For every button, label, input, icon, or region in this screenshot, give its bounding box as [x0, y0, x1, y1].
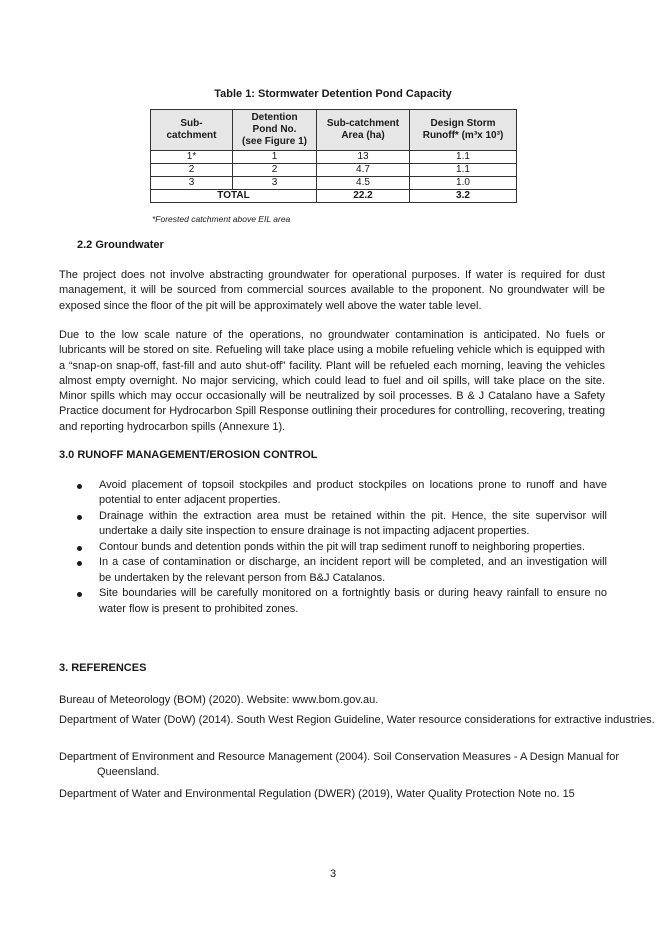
cell-area: 4.5	[317, 177, 410, 190]
list-item: In a case of contamination or discharge, an incident report will be completed, and an investigation will be undertaken by the relevant person from B&J Catalanos.	[59, 555, 607, 586]
table-row	[151, 151, 517, 164]
reference-item: Department of Environment and Resource Management (2004). Soil Conservation Measures - A Design Manual for Queensland.	[59, 751, 620, 778]
table-header-row	[151, 110, 517, 151]
bullet-icon	[77, 546, 82, 551]
cell-subcatchment: 1*	[151, 151, 233, 164]
list-item: Contour bunds and detention ponds within the pit will trap sediment runoff to neighboring properties.	[59, 540, 607, 555]
header-runoff: Design Storm Runoff* (m³x 10³)	[410, 110, 517, 151]
cell-pond: 1	[233, 151, 317, 164]
cell-runoff: 1.0	[410, 177, 517, 190]
stormwater-table	[150, 109, 517, 203]
page-number: 3	[329, 868, 337, 880]
reference-item: Bureau of Meteorology (BOM) (2020). Website: www.bom.gov.au.	[59, 694, 379, 706]
runoff-heading: 3.0 RUNOFF MANAGEMENT/EROSION CONTROL	[59, 449, 318, 461]
bullet-icon	[77, 484, 82, 489]
groundwater-paragraph-1: The project does not involve abstracting groundwater for operational purposes. If water is required for dust management, it will be sourced from commercial sources available to the proponent. No groundwater will be exposed since the floor of the pit will be approximately well above the water table level.	[59, 269, 605, 312]
cell-area: 4.7	[317, 164, 410, 177]
table-title: Table 1: Stormwater Detention Pond Capacity	[214, 88, 452, 100]
cell-runoff: 1.1	[410, 151, 517, 164]
references-heading: 3. REFERENCES	[59, 662, 147, 674]
groundwater-paragraph-2: Due to the low scale nature of the operations, no groundwater contamination is anticipated. No fuels or lubricants will be stored on site. Refueling will take place using a mobile refueling vehicle which is equipped with a “snap-on snap-off, fast-fill and auto shut-off” facility. Plant will be refueled each morning, leaving the vehicles almost empty overnight. No major servicing, which could lead to fuel and oil spills, will take place on the site. Minor spills which may occur occasionally will be neutralized by soil processes. B & J Catalano have a Safety Practice document for Hydrocarbon Spill Response outlining their procedures for controlling, recovering, treating and reporting hydrocarbon spills (Annexure 1).	[59, 329, 605, 433]
header-detention-pond: Detention Pond No. (see Figure 1)	[233, 110, 317, 151]
table-row	[151, 164, 517, 177]
total-label: TOTAL	[151, 190, 317, 203]
cell-pond: 3	[233, 177, 317, 190]
total-area: 22.2	[317, 190, 410, 203]
bullet-icon	[77, 592, 82, 597]
cell-subcatchment: 3	[151, 177, 233, 190]
cell-subcatchment: 2	[151, 164, 233, 177]
list-item: Site boundaries will be carefully monitored on a fortnightly basis or during heavy rainfall to ensure no water flow is present to prohibited zones.	[59, 586, 607, 617]
total-runoff: 3.2	[410, 190, 517, 203]
reference-item: Department of Water and Environmental Regulation (DWER) (2019), Water Quality Protection Note no. 15	[59, 788, 575, 800]
table-row	[151, 177, 517, 190]
header-area: Sub-catchment Area (ha)	[317, 110, 410, 151]
groundwater-heading: 2.2 Groundwater	[77, 239, 164, 251]
list-item: Drainage within the extraction area must be retained within the pit. Hence, the site supervisor will undertake a daily site inspection to ensure drainage is not impacting adjacent properties.	[59, 509, 607, 540]
reference-item: Department of Water (DoW) (2014). South West Region Guideline, Water resource considerations for extractive industries.	[59, 714, 655, 726]
cell-runoff: 1.1	[410, 164, 517, 177]
header-subcatchment: Sub- catchment	[151, 110, 233, 151]
table-footnote: *Forested catchment above EIL area	[152, 214, 291, 224]
cell-area: 13	[317, 151, 410, 164]
bullet-icon	[77, 561, 82, 566]
table-total-row	[151, 190, 517, 203]
list-item: Avoid placement of topsoil stockpiles and product stockpiles on locations prone to runoff and have potential to enter adjacent properties.	[59, 478, 607, 509]
bullet-icon	[77, 515, 82, 520]
cell-pond: 2	[233, 164, 317, 177]
runoff-bullet-list	[59, 478, 607, 617]
